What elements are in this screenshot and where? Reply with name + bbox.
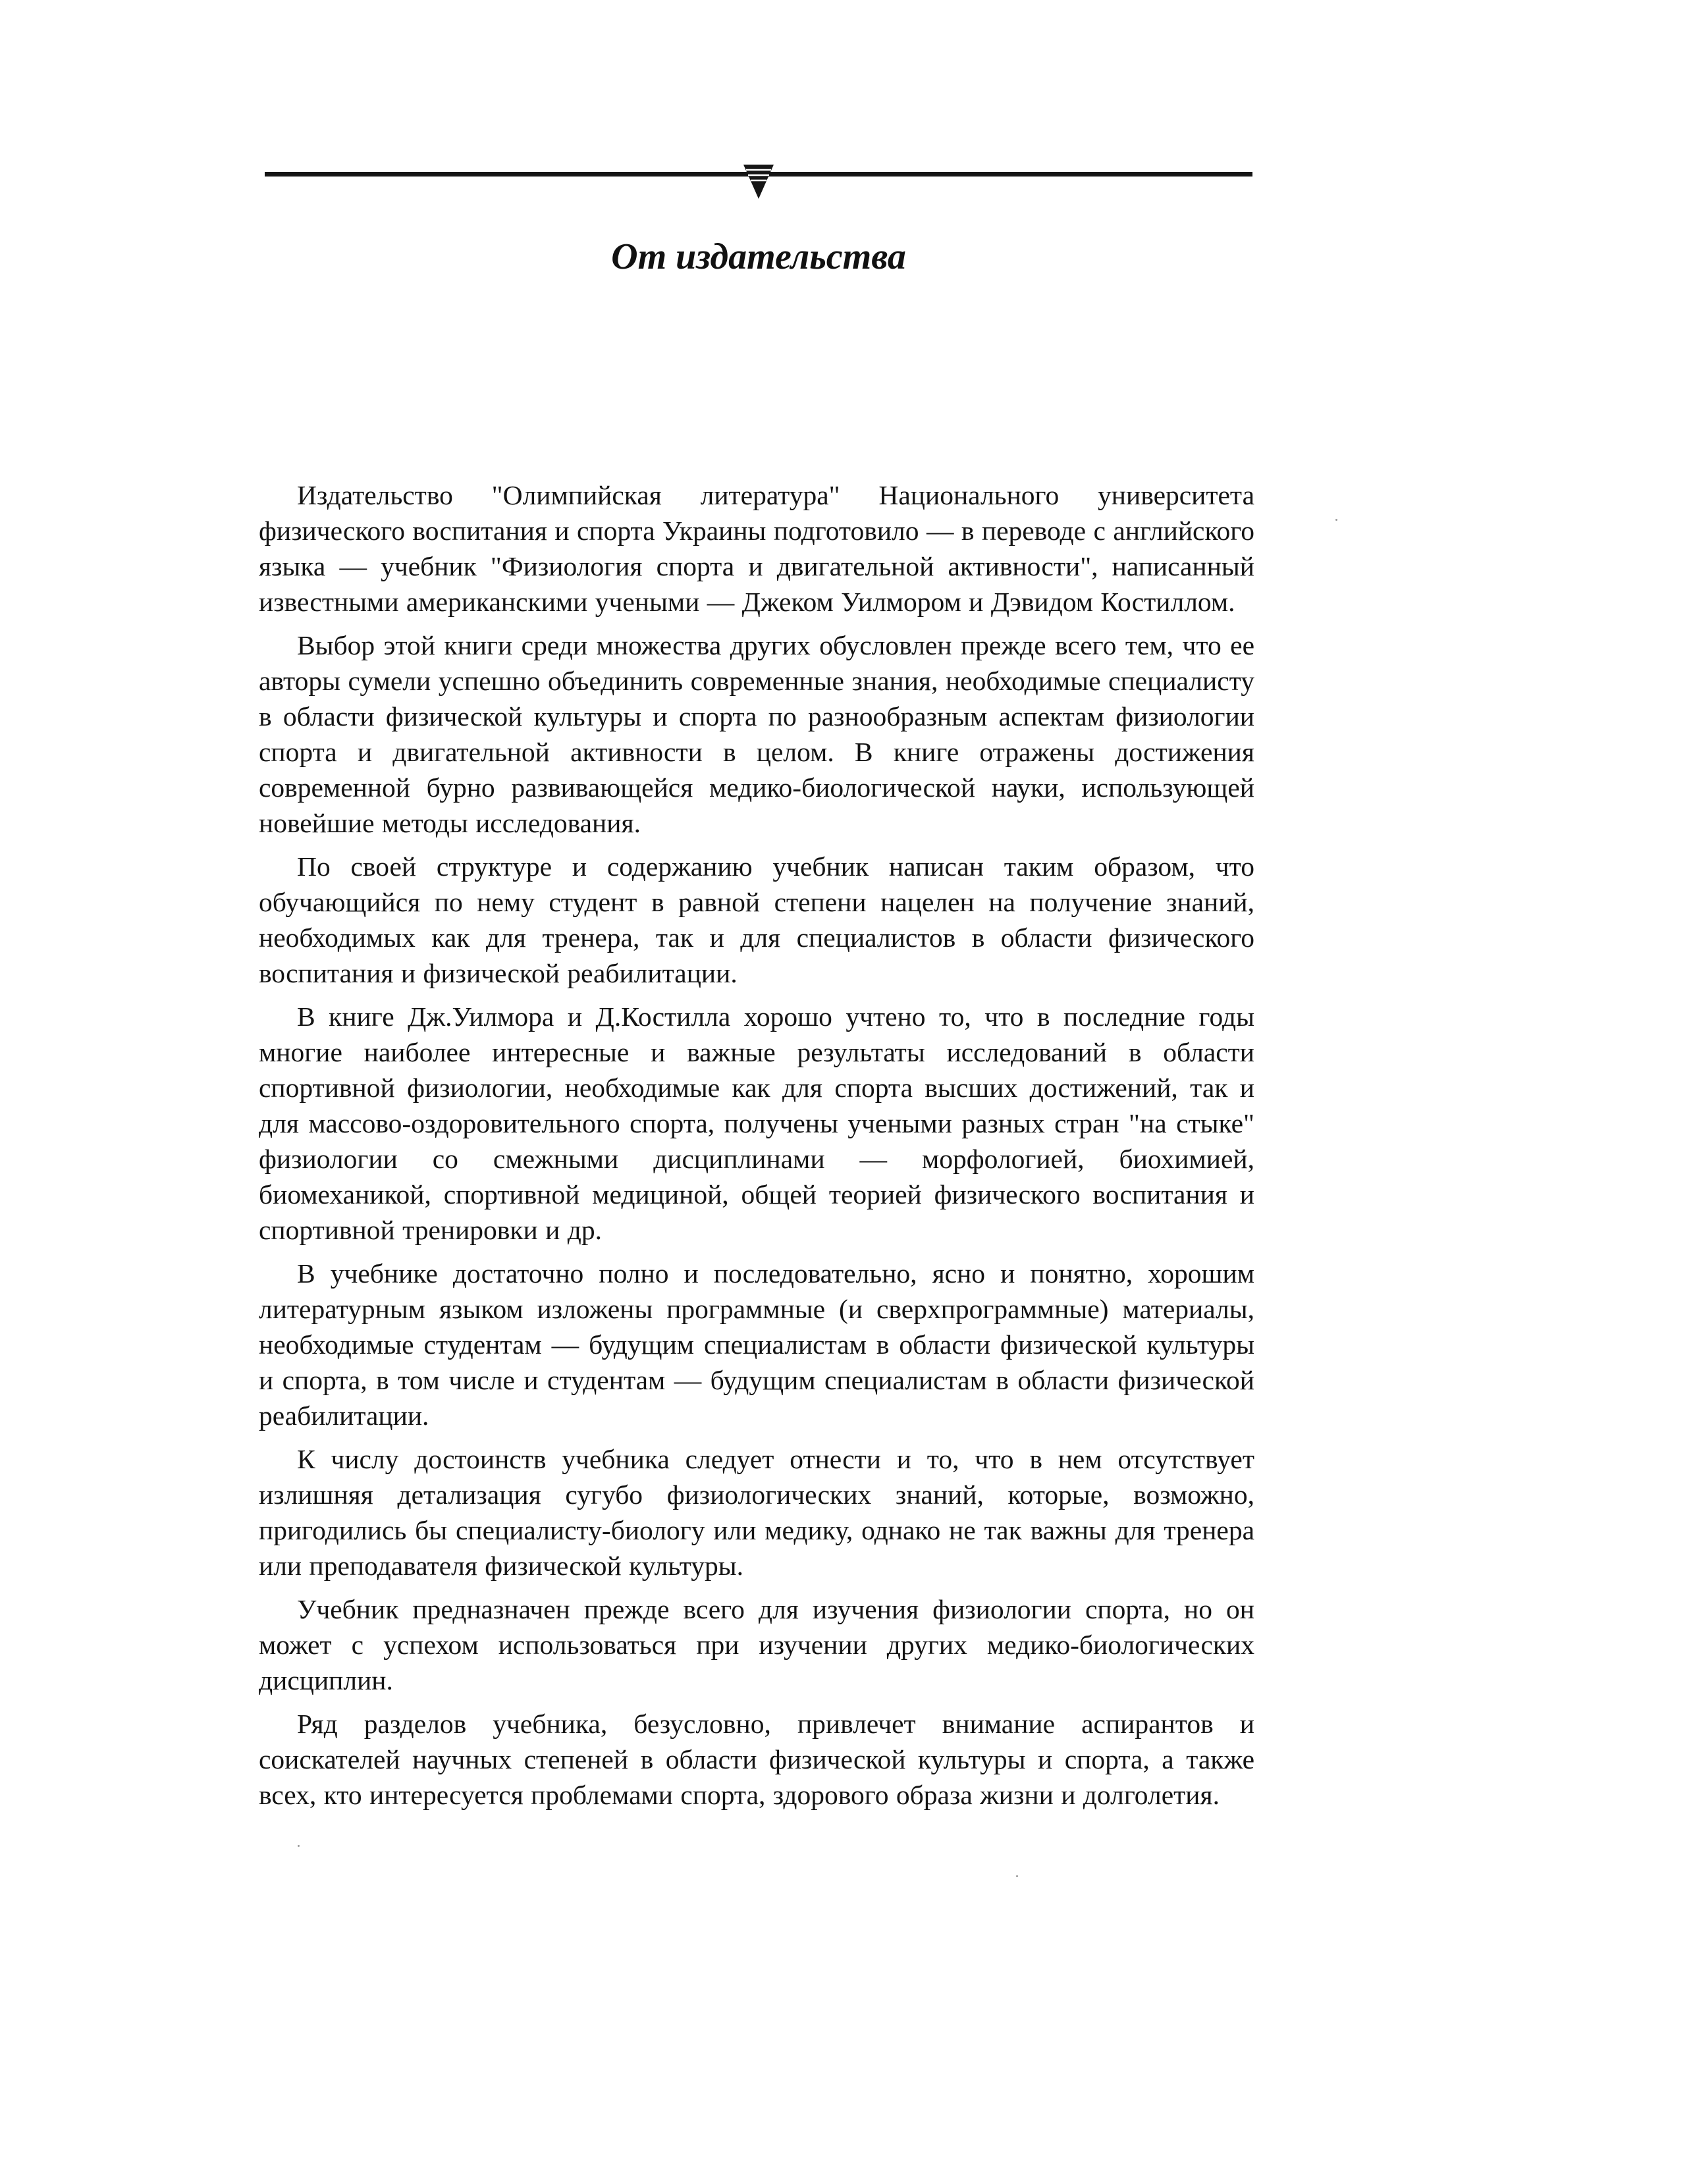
paragraph-2: Выбор этой книги среди множества других обусловлен прежде всего тем, что ее авторы сумели успешно объединить современные знания, необходимые специалисту в области физической культуры и спорта по разнообразным аспектам физиологии спорта и двигательной активности в целом. В книге отражены достижения современной бурно развивающейся медико-биологической науки, использующей новейшие методы исследования. [259,630,1254,838]
scan-speck [1335,519,1337,521]
scan-speck [1016,1875,1018,1877]
ornament-triangle-icon [742,161,775,200]
scan-speck [298,1845,300,1847]
paragraph-8: Ряд разделов учебника, безусловно, привлечет внимание аспирантов и соискателей научных степеней в области физической культуры и спорта, а также всех, кто интересуется проблемами спорта, здорового образа жизни и долголетия. [259,1709,1254,1810]
page-title: От издательства [611,236,906,277]
paragraph-7: Учебник предназначен прежде всего для изучения физиологии спорта, но он может с успехом использоваться при изучении других медико-биологических дисциплин. [259,1594,1254,1695]
paragraph-1: Издательство "Олимпийская литература" Национального университета физического воспитания и спорта Украины подготовило — в переводе с английского языка — учебник "Физиология спорта и двигательной активности", написанный известными американскими учеными — Джеком Уилмором и Дэвидом Костиллом. [259,480,1254,617]
body-text [259,477,1254,1821]
paragraph-3: По своей структуре и содержанию учебник написан таким образом, что обучающийся по нему студент в равной степени нацелен на получение знаний, необходимых как для тренера, так и для специалистов в области физического воспитания и физической реабилитации. [259,851,1254,988]
paragraph-5: В учебнике достаточно полно и последовательно, ясно и понятно, хорошим литературным языком изложены программные (и сверхпрограммные) материалы, необходимые студентам — будущим специалистам в области физической культуры и спорта, в том числе и студентам — будущим специалистам в области физической реабилитации. [259,1258,1254,1431]
paragraph-6: К числу достоинств учебника следует отнести и то, что в нем отсутствует излишняя детализация сугубо физиологических знаний, которые, возможно, пригодились бы специалисту-биологу или медику, однако не так важны для тренера или преподавателя физической культуры. [259,1444,1254,1581]
paragraph-4: В книге Дж.Уилмора и Д.Костилла хорошо учтено то, что в последние годы многие наиболее интересные и важные результаты исследований в области спортивной физиологии, необходимые как для спорта высших достижений, так и для массово-оздоровительного спорта, получены учеными разных стран "на стыке" физиологии со смежными дисциплинами — морфологией, биохимией, биомеханикой, спортивной медициной, общей теорией физического воспитания и спортивной тренировки и др. [259,1001,1254,1245]
